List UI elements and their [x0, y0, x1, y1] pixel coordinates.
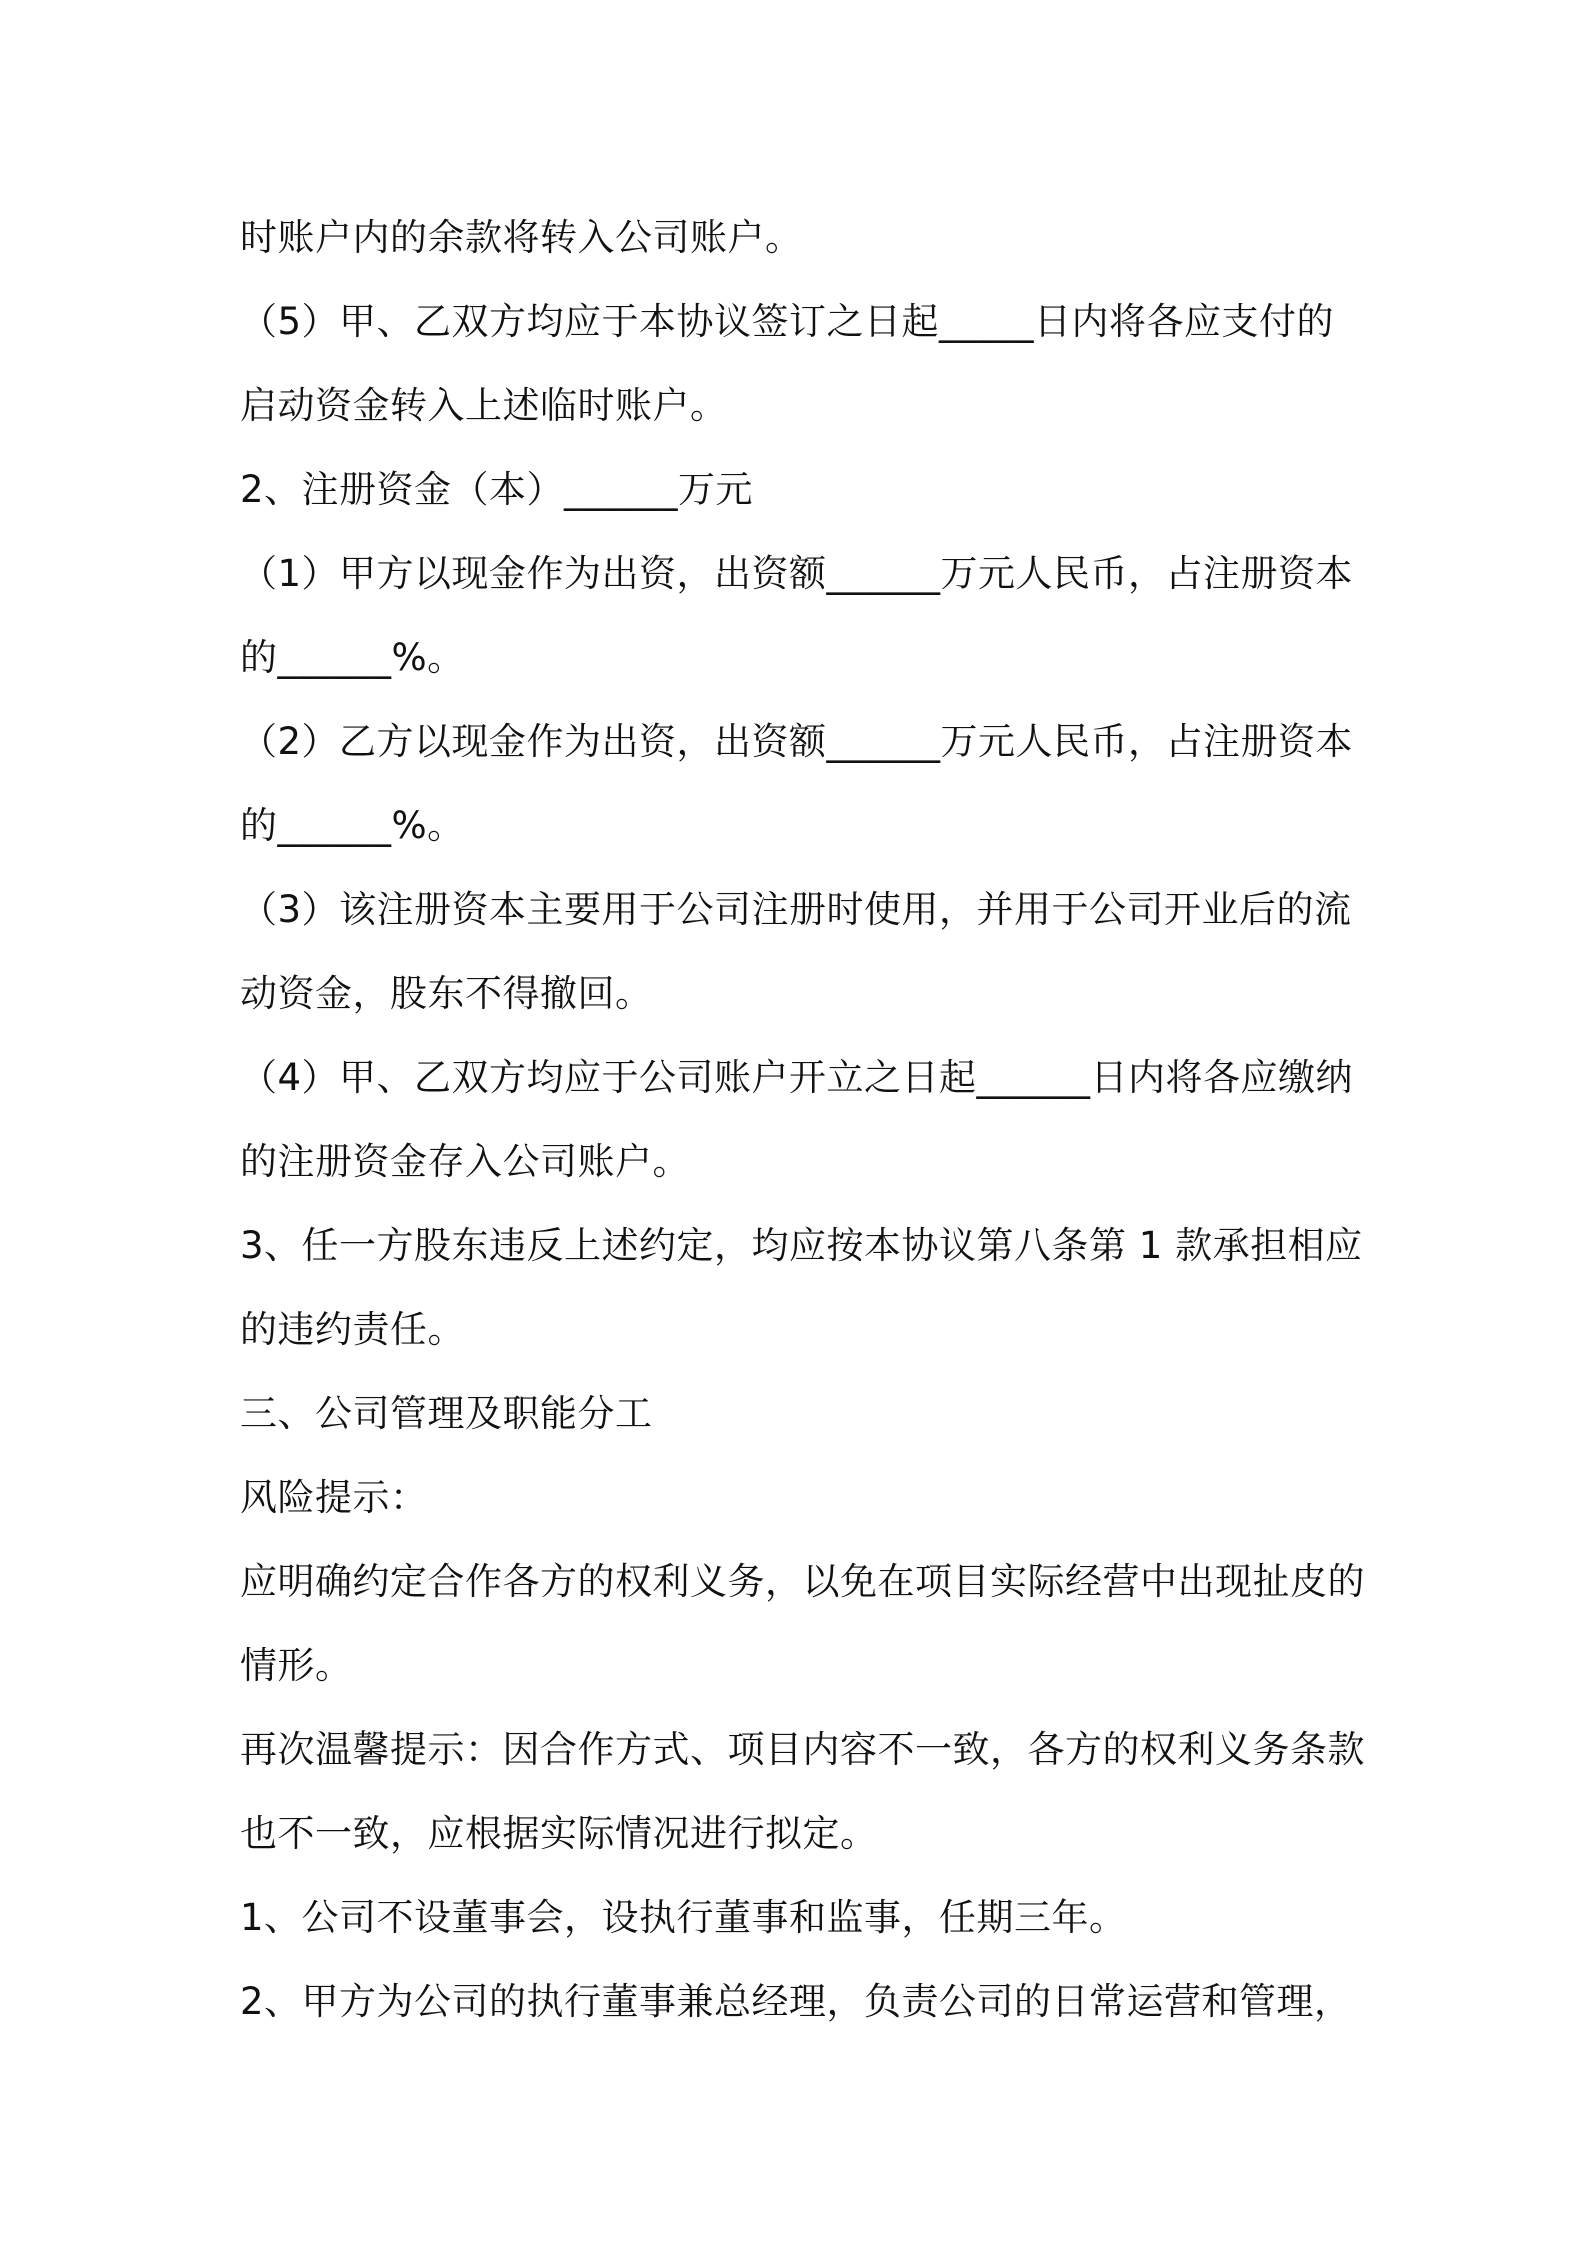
text-line: 应明确约定合作各方的权利义务，以免在项目实际经营中出现扯皮的 [240, 1560, 1365, 1603]
text-line: 的______%。 [240, 804, 465, 847]
risk-tip-label: 风险提示： [240, 1476, 428, 1519]
text-line: （3）该注册资本主要用于公司注册时使用，并用于公司开业后的流 [240, 888, 1352, 931]
text-line: 的______%。 [240, 636, 465, 679]
text-line: 再次温馨提示：因合作方式、项目内容不一致，各方的权利义务条款 [240, 1728, 1365, 1771]
text-line: 1、公司不设董事会，设执行董事和监事，任期三年。 [240, 1896, 1127, 1939]
text-line: （5）甲、乙双方均应于本协议签订之日起_____日内将各应支付的 [240, 300, 1335, 343]
text-line: 情形。 [240, 1644, 353, 1687]
text-line: 启动资金转入上述临时账户。 [240, 384, 728, 427]
document-body [240, 196, 1365, 2044]
text-line: 2、甲方为公司的执行董事兼总经理，负责公司的日常运营和管理， [240, 1980, 1352, 2023]
text-line: 动资金，股东不得撤回。 [240, 972, 653, 1015]
text-line: 的违约责任。 [240, 1308, 465, 1351]
text-line: 也不一致，应根据实际情况进行拟定。 [240, 1812, 878, 1855]
section-heading: 三、公司管理及职能分工 [240, 1392, 653, 1435]
text-line: （1）甲方以现金作为出资，出资额______万元人民币，占注册资本 [240, 552, 1354, 595]
text-line: 的注册资金存入公司账户。 [240, 1140, 690, 1183]
text-line: 3、任一方股东违反上述约定，均应按本协议第八条第 1 款承担相应 [240, 1224, 1363, 1267]
text-line: 时账户内的余款将转入公司账户。 [240, 216, 803, 259]
text-line: （2）乙方以现金作为出资，出资额______万元人民币，占注册资本 [240, 720, 1354, 763]
text-line: 2、注册资金（本）______万元 [240, 468, 754, 511]
text-line: （4）甲、乙双方均应于公司账户开立之日起______日内将各应缴纳 [240, 1056, 1354, 1099]
